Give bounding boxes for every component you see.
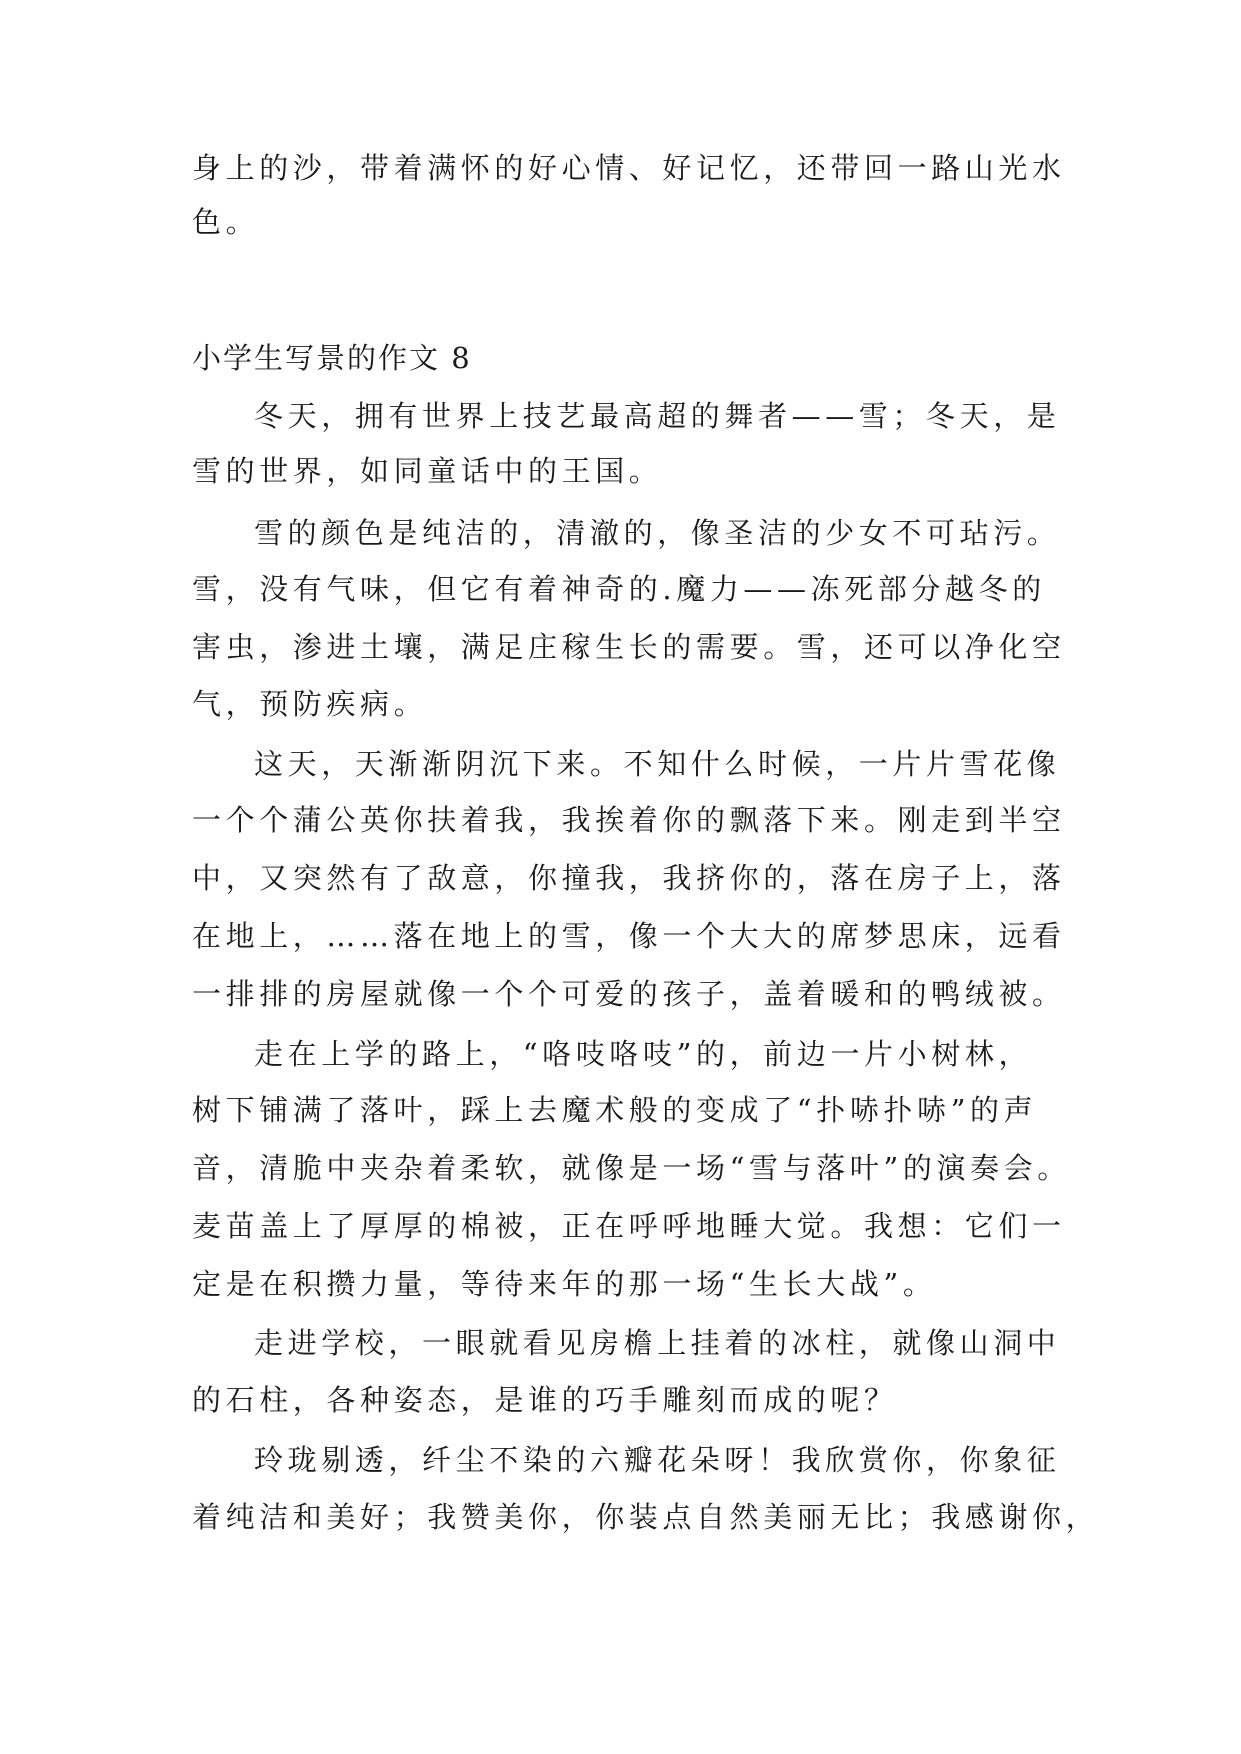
text-line: 麦苗盖上了厚厚的棉被，正在呼呼地睡大觉。我想：它们一 bbox=[192, 1209, 1066, 1243]
text-line: 雪，没有气味，但它有着神奇的.魔力——冻死部分越冬的 bbox=[192, 572, 1046, 606]
text-line: 树下铺满了落叶，踩上去魔术般的变成了“扑哧扑哧”的声 bbox=[192, 1093, 1038, 1127]
text-line: 定是在积攒力量，等待来年的那一场“生长大战”。 bbox=[192, 1267, 937, 1301]
text-line: 这天，天渐渐阴沉下来。不知什么时候，一片片雪花像 bbox=[254, 747, 1061, 781]
text-line: 走在上学的路上，“咯吱咯吱”的，前边一片小树林， bbox=[254, 1037, 1033, 1071]
text-line: 的石柱，各种姿态，是谁的巧手雕刻而成的呢？ bbox=[192, 1383, 898, 1417]
text-line: 冬天，拥有世界上技艺最高超的舞者——雪；冬天，是 bbox=[254, 399, 1061, 433]
text-line: 一个个蒲公英你扶着我，我挨着你的飘落下来。刚走到半空 bbox=[192, 803, 1066, 837]
text-line: 着纯洁和美好；我赞美你，你装点自然美丽无比；我感谢你， bbox=[192, 1500, 1100, 1534]
text-line: 气，预防疾病。 bbox=[192, 687, 428, 721]
text-line: 身上的沙，带着满怀的好心情、好记忆，还带回一路山光水 bbox=[192, 151, 1066, 185]
text-line: 在地上，……落在地上的雪，像一个大大的席梦思床，远看 bbox=[192, 919, 1066, 953]
text-line: 走进学校，一眼就看见房檐上挂着的冰柱，就像山洞中 bbox=[254, 1326, 1061, 1360]
essay-heading: 小学生写景的作文 8 bbox=[192, 341, 472, 375]
text-line: 害虫，渗进土壤，满足庄稼生长的需要。雪，还可以净化空 bbox=[192, 630, 1066, 664]
text-line: 雪的世界，如同童话中的王国。 bbox=[192, 454, 663, 488]
text-line: 音，清脆中夹杂着柔软，就像是一场“雪与落叶”的演奏会。 bbox=[192, 1151, 1071, 1185]
text-line: 一排排的房屋就像一个个可爱的孩子，盖着暖和的鸭绒被。 bbox=[192, 977, 1066, 1011]
text-line: 色。 bbox=[192, 205, 260, 239]
text-line: 雪的颜色是纯洁的，清澈的，像圣洁的少女不可玷污。 bbox=[254, 516, 1061, 550]
text-line: 中，又突然有了敌意，你撞我，我挤你的，落在房子上，落 bbox=[192, 861, 1066, 895]
text-line: 玲珑剔透，纤尘不染的六瓣花朵呀！我欣赏你，你象征 bbox=[254, 1443, 1061, 1477]
